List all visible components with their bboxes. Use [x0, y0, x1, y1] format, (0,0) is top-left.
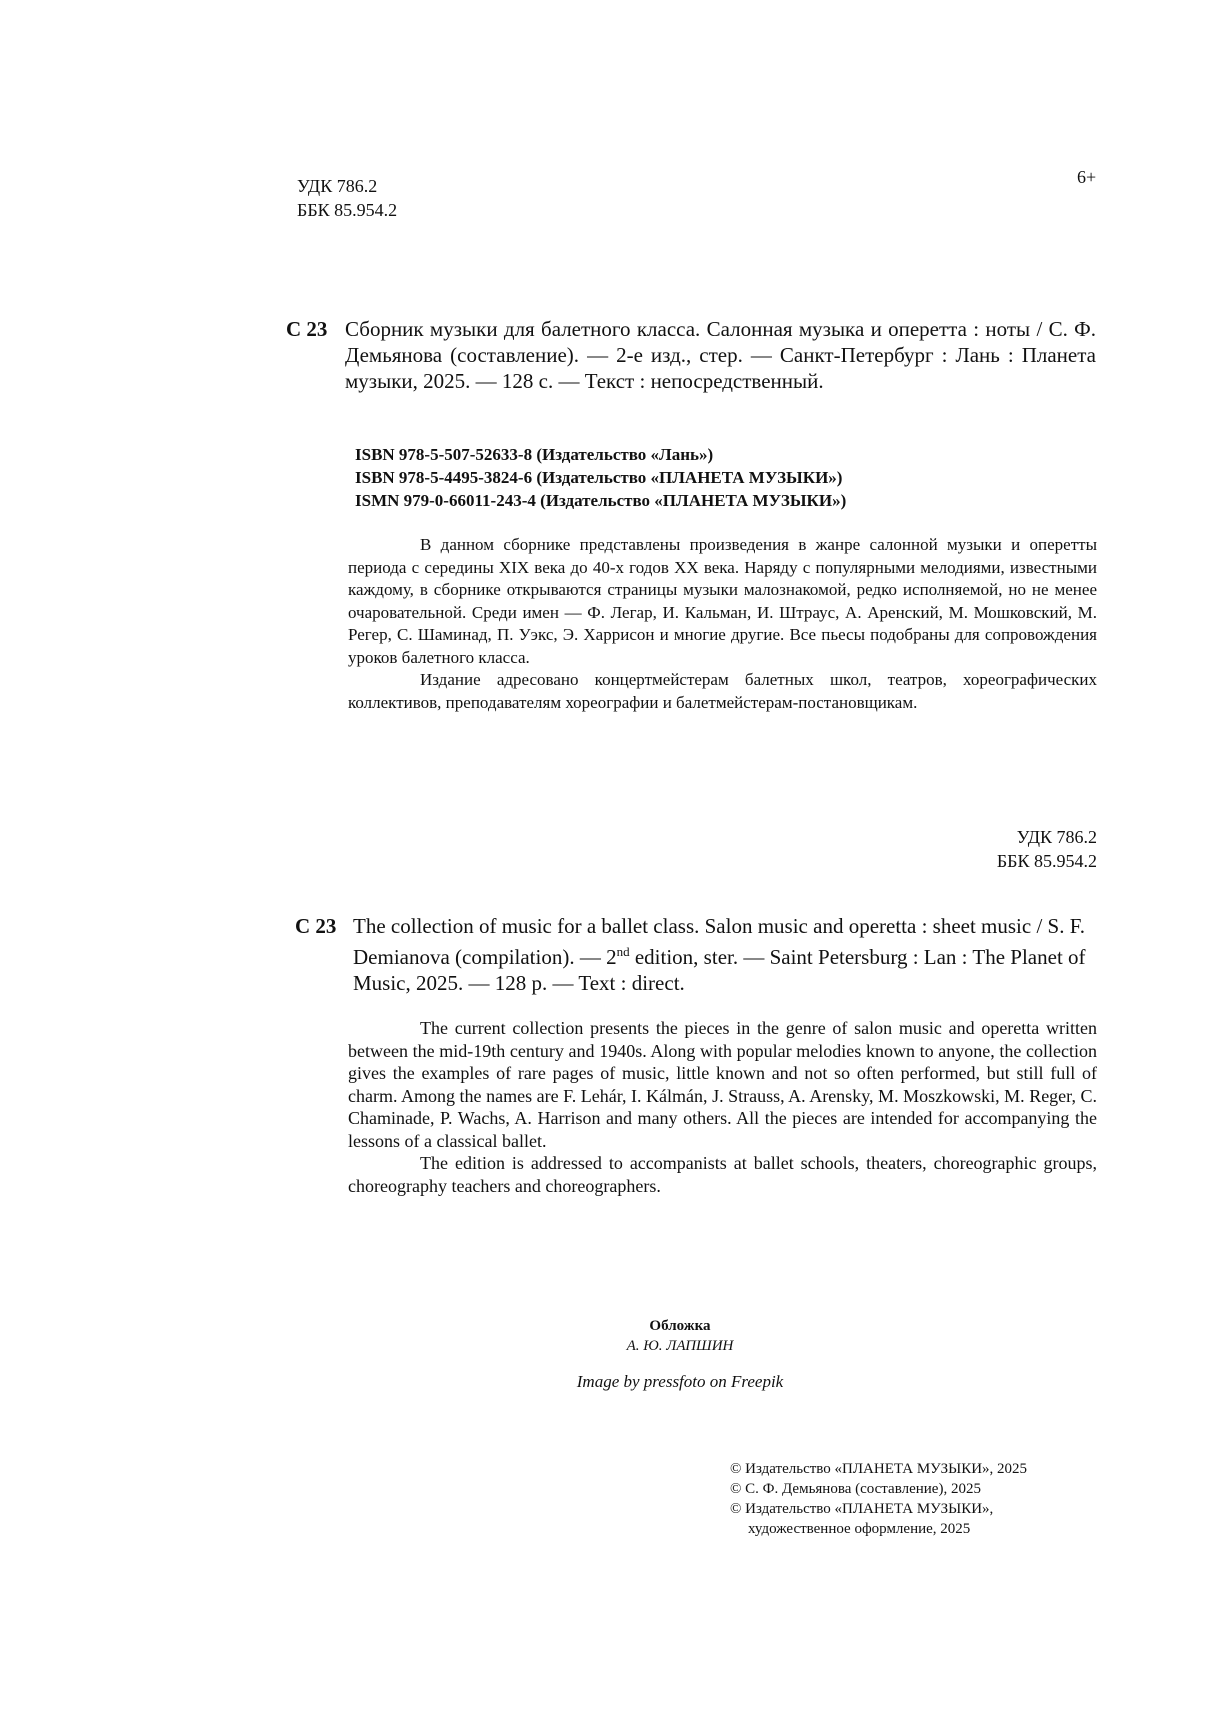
bibliographic-description: Сборник музыки для балетного класса. Салонная музыка и оперетта : ноты / С. Ф. Демьянова (составление). — 2-е изд., стер. — Санкт-Петербург : Лань : Планета музыки, 2025. — 128 с. — Текст : непосредственный.: [345, 317, 1096, 393]
copyright-line: © С. Ф. Демьянова (составление), 2025: [730, 1481, 981, 1497]
image-credit: Image by pressfoto on Freepik: [576, 1372, 784, 1391]
catalog-entry-en: [295, 913, 1096, 996]
ismn-line: ISMN 979-0-66011-243-4 (Издательство «ПЛАНЕТА МУЗЫКИ»): [355, 491, 847, 510]
udk-code: УДК 786.2: [297, 176, 378, 196]
cover-designer: А. Ю. ЛАПШИН: [626, 1338, 734, 1354]
catalog-entry-ru: [286, 316, 1096, 394]
bbk-code: ББК 85.954.2: [297, 200, 398, 220]
udk-bbk-right: [960, 825, 1097, 873]
cover-credit: [400, 1316, 960, 1356]
author-sign: С 23: [286, 317, 328, 341]
copyright-line: © Издательство «ПЛАНЕТА МУЗЫКИ», 2025: [730, 1461, 1028, 1477]
annotation-ru: [348, 534, 1097, 714]
copyright-line: © Издательство «ПЛАНЕТА МУЗЫКИ», художественное оформление, 2025: [730, 1501, 994, 1537]
annotation-paragraph: The current collection presents the pieces in the genre of salon music and operetta written between the mid-19th century and 1940s. Along with popular melodies known to anyone, the collection gives the examples of rare pages of music, little known and not so often performed, but still full of charm. Among the names are F. Lehár, I. Kálmán, J. Strauss, A. Arensky, M. Moszkowski, M. Reger, C. Chaminade, P. Wachs, A. Harrison and many others. All the pieces are intended for accompanying the lessons of a classical ballet.: [348, 1018, 1097, 1151]
isbn-block: [355, 443, 846, 512]
author-sign: С 23: [295, 914, 337, 938]
annotation-en: [348, 1017, 1097, 1197]
annotation-paragraph: The edition is addressed to accompanists at ballet schools, theaters, choreographic groups, choreography teachers and choreographers.: [348, 1153, 1097, 1196]
isbn-line: ISBN 978-5-507-52633-8 (Издательство «Лань»): [355, 445, 714, 464]
description-part: edition, ster. — Saint Petersburg : Lan : The Planet of Music, 2025. — 128 p. — Text : direct.: [353, 945, 1086, 995]
ordinal-suffix: nd: [616, 944, 630, 959]
description-part: The collection of music for a ballet class. Salon music and operetta : sheet music / S. F. Demianova (compilation). — 2: [353, 914, 1085, 969]
isbn-line: ISBN 978-5-4495-3824-6 (Издательство «ПЛАНЕТА МУЗЫКИ»): [355, 468, 843, 487]
annotation-paragraph: В данном сборнике представлены произведения в жанре салонной музыки и оперетты периода с середины XIX века до 40-х годов XX века. Наряду с популярными мелодиями, известными каждому, в сборнике открываются страницы музыки малознакомой, редко исполняемой, но не менее очаровательной. Среди имен — Ф. Легар, И. Кальман, И. Штраус, А. Аренский, М. Мошковский, М. Регер, С. Шаминад, П. Уэкс, Э. Харрисон и многие другие. Все пьесы подобраны для сопровождения уроков балетного класса.: [348, 535, 1097, 667]
annotation-paragraph: Издание адресовано концертмейстерам балетных школ, театров, хореографических коллективов, преподавателям хореографии и балетмейстерам-постановщикам.: [348, 670, 1097, 712]
cover-label: Обложка: [649, 1318, 711, 1334]
udk-code: УДК 786.2: [1016, 827, 1097, 847]
bibliographic-description: [353, 913, 1096, 996]
age-rating: 6+: [1077, 167, 1097, 187]
bbk-code: ББК 85.954.2: [996, 851, 1097, 871]
udk-bbk-top: [297, 174, 397, 222]
copyright-block: [730, 1459, 1090, 1539]
